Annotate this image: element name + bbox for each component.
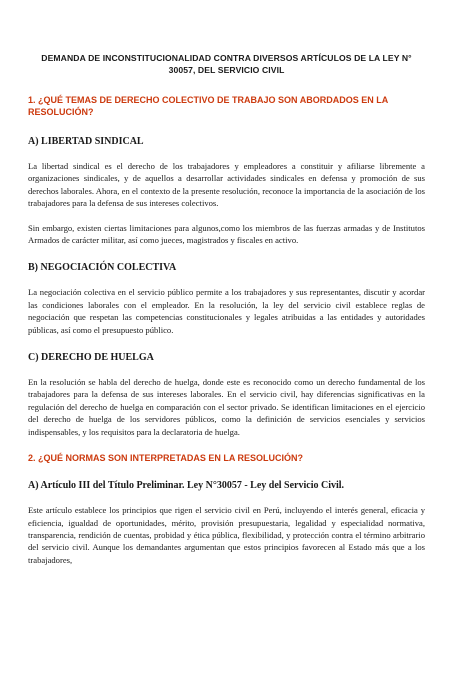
question-1-heading: 1. ¿QUÉ TEMAS DE DERECHO COLECTIVO DE TRABAJO SON ABORDADOS EN LA RESOLUCIÓN? bbox=[28, 95, 388, 117]
section-c-paragraph: En la resolución se habla del derecho de huelga, donde este es reconocido como un derecho fundamental de los trabajadores para la defensa de sus intereses laborales. En el servicio civil, hay diferencias significativas en la regulación del derecho de huelga en comparación con el sector privado. Se identifican limitaciones en el ejercicio del derecho de huelga de los servidores públicos, como la definición de servicios esenciales y servicios indispensables, y los requisitos para la declaratoria de huelga. bbox=[28, 377, 425, 437]
section-2a-paragraph: Este artículo establece los principios que rigen el servicio civil en Perú, incluyendo el interés general, eficacia y eficiencia, igualdad de oportunidades, mérito, provisión presupuestaria, legalidad y especialidad normativa, transparencia, rendición de cuentas, probidad y ética pública, flexibilidad, y protección contra el término arbitrario del servicio civil. Aunque los demandantes argumentan que estos principios favorecen al Estado más que a los trabajadores, bbox=[28, 505, 425, 565]
question-2-heading: 2. ¿QUÉ NORMAS SON INTERPRETADAS EN LA RESOLUCIÓN? bbox=[28, 453, 304, 464]
section-b-paragraph: La negociación colectiva en el servicio público permite a los trabajadores y sus representantes, discutir y acordar las condiciones laborales con el empleador. En la resolución, la ley del servicio civil establece reglas de negociación que respetan las competencias constitucionales y legales atribuidas a las entidades y autoridades públicas, así como el presupuesto público. bbox=[28, 287, 425, 335]
section-a-paragraph-2: Sin embargo, existen ciertas limitaciones para algunos,como los miembros de las fuerzas armadas y de Institutos Armados de carácter militar, así como jueces, magistrados y fiscales en activo. bbox=[28, 222, 425, 246]
section-a-heading: A) LIBERTAD SINDICAL bbox=[28, 136, 144, 147]
document-title: DEMANDA DE INCONSTITUCIONALIDAD CONTRA DIVERSOS ARTÍCULOS DE LA LEY N° 30057, DEL SERVICIO CIVIL bbox=[41, 53, 412, 75]
section-c-heading: C) DERECHO DE HUELGA bbox=[28, 352, 154, 364]
document-page bbox=[0, 52, 453, 692]
section-b-heading: B) NEGOCIACIÓN COLECTIVA bbox=[28, 262, 177, 274]
section-a-paragraph-1: La libertad sindical es el derecho de los trabajadores y empleadores a constituir y afiliarse libremente a organizaciones sindicales, y de aquellos a desarrollar actividades sindicales en defensa y promoción de sus derechos laborales. Ahora, en el contexto de la presente resolución, reconoce la importancia de la asociación de los trabajadores para la defensa de sus intereses colectivos. bbox=[28, 161, 425, 209]
section-2a-heading: A) Artículo III del Título Preliminar. Ley N°30057 - Ley del Servicio Civil. bbox=[28, 480, 345, 492]
